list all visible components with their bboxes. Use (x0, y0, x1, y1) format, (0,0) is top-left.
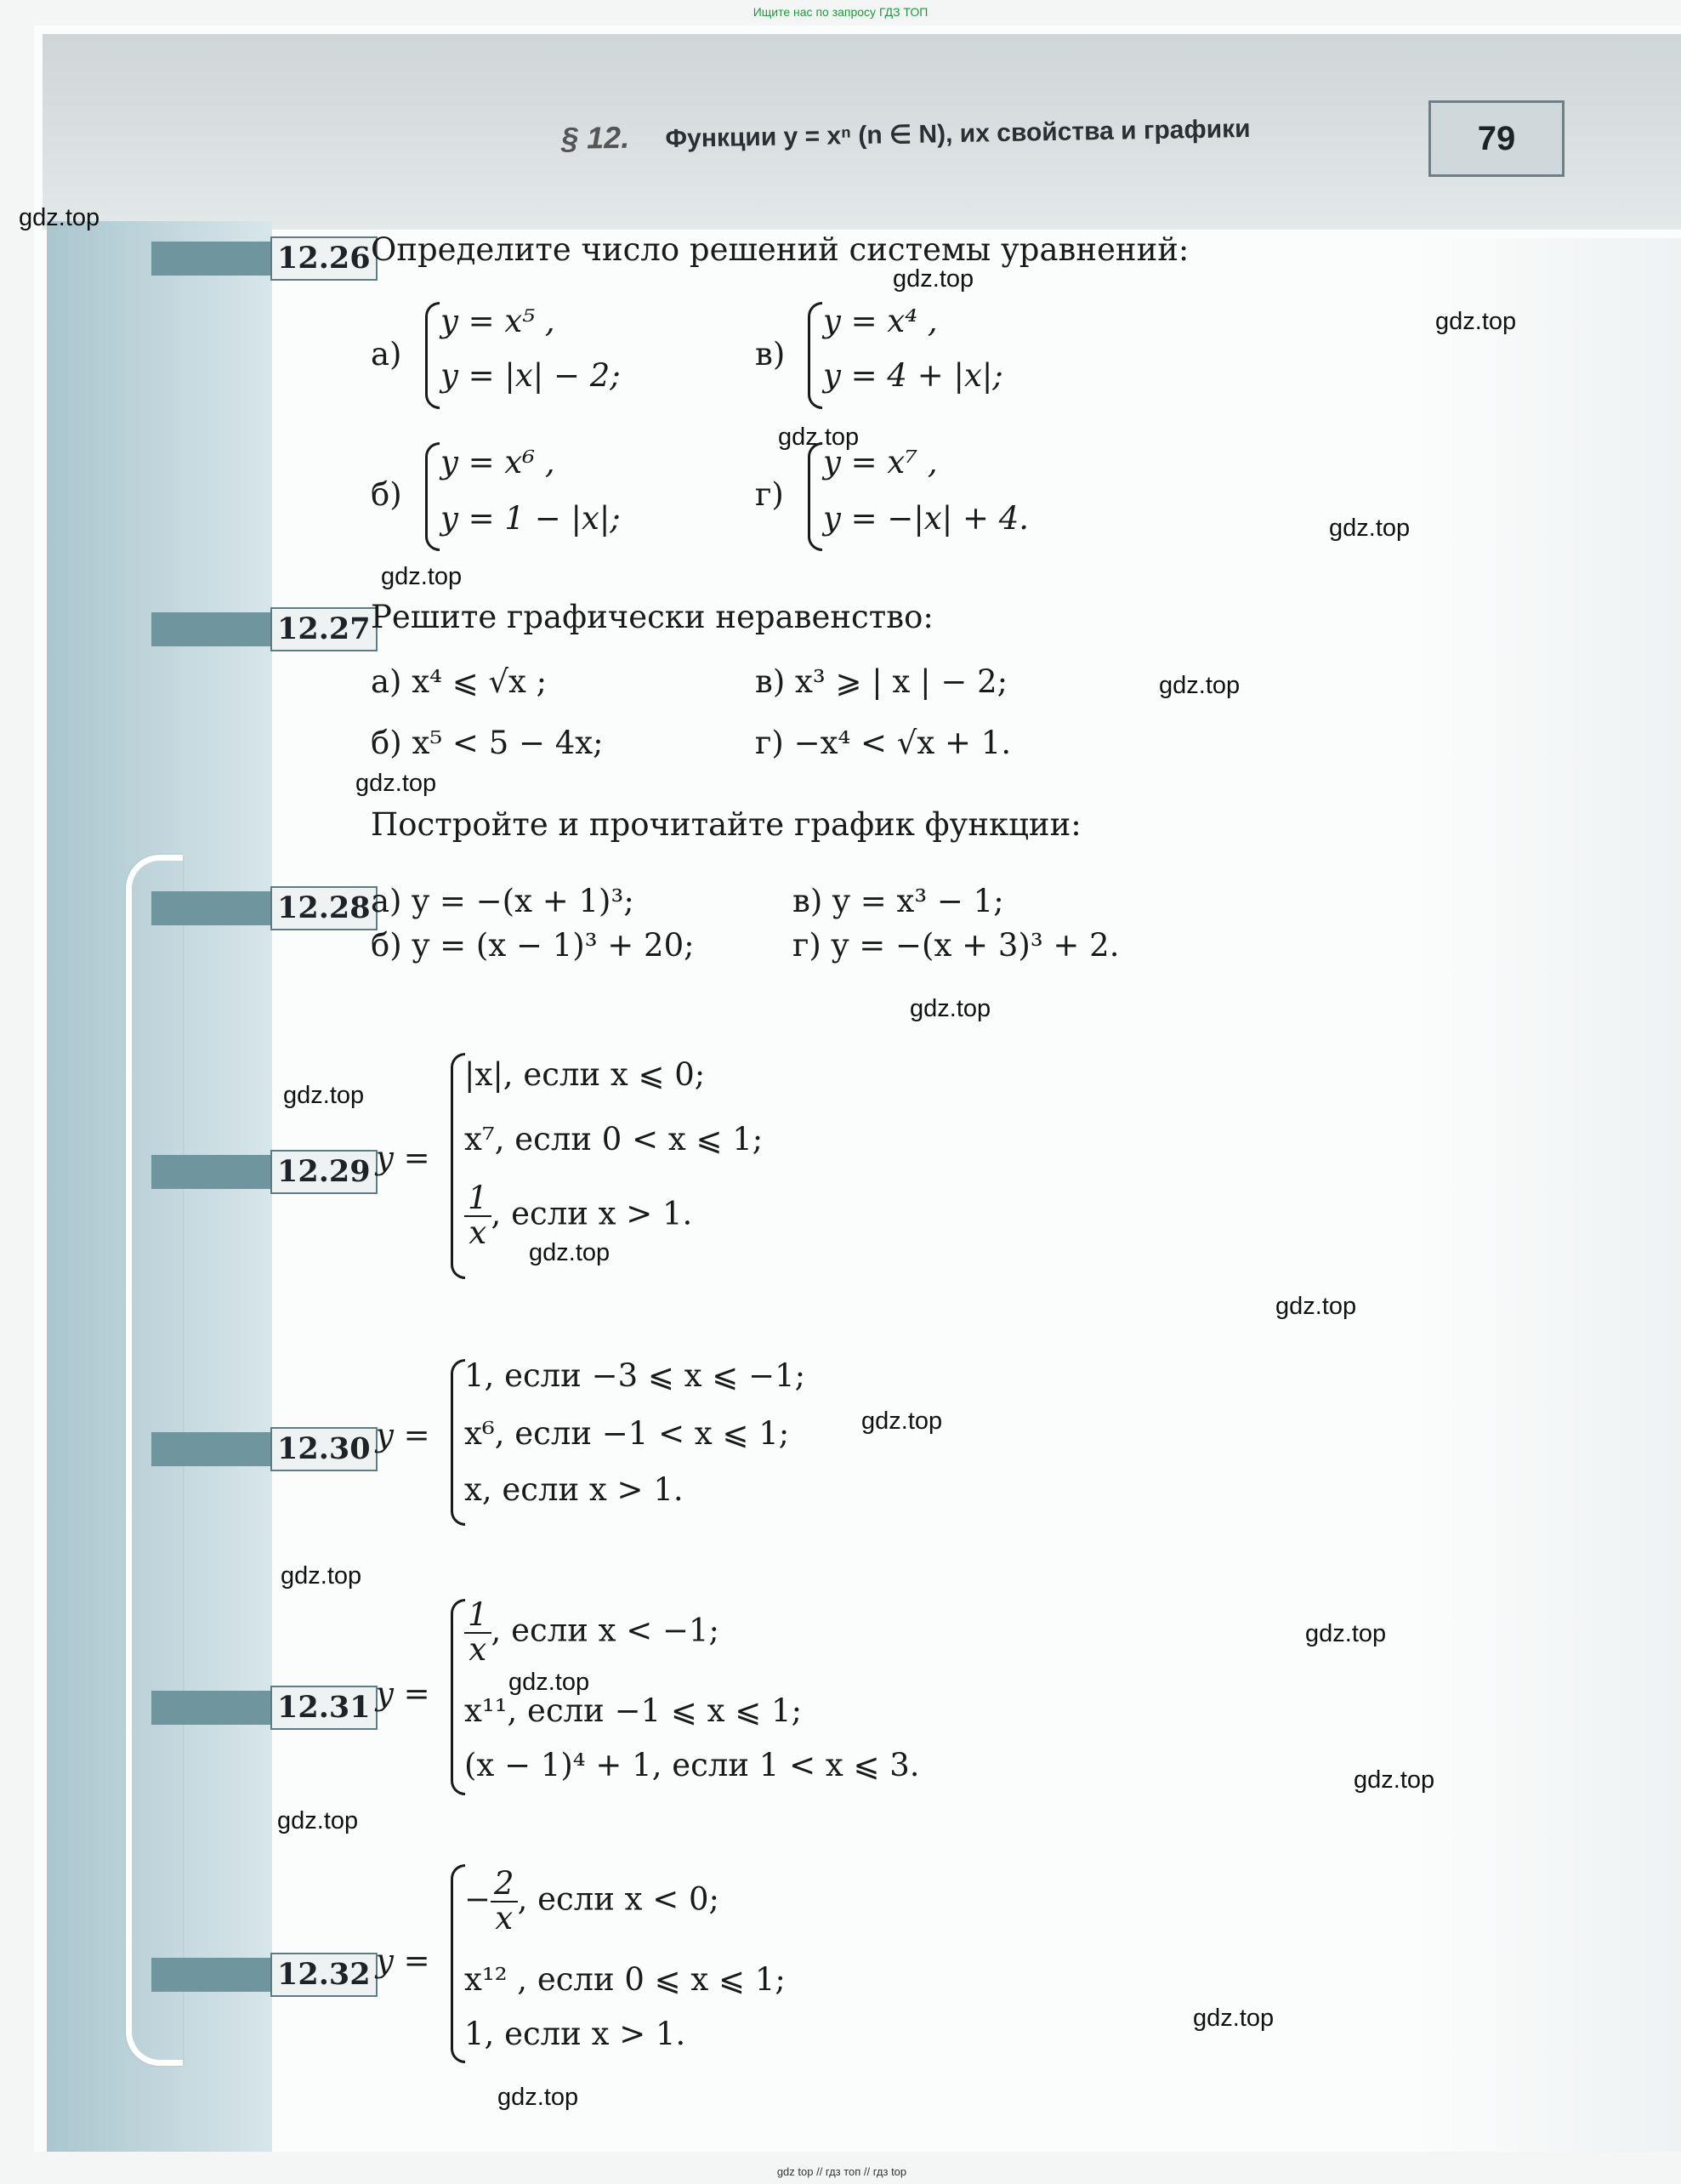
fraction: $\frac{1}{x}$ (464, 1599, 491, 1667)
inequality: г) −x⁴ < √x + 1. (755, 725, 1012, 761)
task-bar (151, 612, 279, 646)
piece-case: x⁶, если −1 < x ⩽ 1; (464, 1415, 790, 1452)
function-y: y = (376, 1140, 430, 1176)
piece-case: x¹² , если 0 ⩽ x ⩽ 1; (464, 1961, 786, 1998)
piece-case: x¹¹, если −1 ⩽ x ⩽ 1; (464, 1692, 803, 1729)
watermark: gdz.top (1275, 1293, 1357, 1320)
part-label: в) (755, 336, 786, 373)
piecewise-brace (451, 1359, 465, 1526)
task-number-12-30: 12.30 (270, 1427, 378, 1471)
task-prompt: Решите графически неравенство: (371, 599, 934, 635)
piece-case: 1, если x > 1. (464, 2016, 686, 2052)
system-brace (425, 302, 440, 409)
function-formula: а) y = −(x + 1)³; (371, 883, 634, 919)
piece-case: x⁷, если 0 < x ⩽ 1; (464, 1121, 764, 1157)
equation: y = 4 + |x|; (823, 357, 1003, 394)
watermark: gdz.top (19, 204, 100, 231)
equation: y = |x| − 2; (440, 357, 621, 394)
inequality: а) x⁴ ⩽ √x ; (371, 663, 548, 700)
part-label: а) (371, 336, 402, 373)
piecewise-brace (451, 1599, 465, 1795)
watermark: gdz.top (1193, 2005, 1275, 2032)
piece-case: $\frac{1}{x}$ , если x < −1; (464, 1599, 719, 1667)
function-y: y = (376, 1942, 430, 1979)
task-bar (151, 1958, 279, 1992)
watermark: gdz.top (277, 1807, 359, 1834)
bottom-link[interactable]: gdz top // гдз топ // гдз top (776, 2165, 907, 2178)
function-formula: в) y = x³ − 1; (792, 883, 1004, 919)
watermark: gdz.top (1435, 308, 1517, 335)
task-bar (151, 1155, 279, 1189)
watermark: gdz.top (1354, 1766, 1435, 1794)
watermark: gdz.top (910, 995, 991, 1022)
equation: y = 1 − |x|; (440, 500, 621, 537)
task-number-12-29: 12.29 (270, 1150, 378, 1194)
inequality: б) x⁵ < 5 − 4x; (371, 725, 604, 761)
piece-case: 1, если −3 ⩽ x ⩽ −1; (464, 1357, 806, 1394)
inequality: в) x³ ⩾ | x | − 2; (755, 663, 1008, 700)
watermark: gdz.top (283, 1082, 365, 1109)
piece-case: |x|, если x ⩽ 0; (464, 1056, 706, 1093)
top-search-link[interactable]: Ищите нас по запросу ГДЗ ТОП (752, 5, 929, 19)
equation: y = x⁴ , (823, 303, 938, 339)
piecewise-brace (451, 1864, 465, 2063)
watermark: gdz.top (778, 424, 860, 451)
function-y: y = (376, 1675, 430, 1712)
watermark: gdz.top (529, 1239, 610, 1266)
task-number-12-26: 12.26 (270, 236, 378, 281)
watermark: gdz.top (1305, 1620, 1387, 1647)
piecewise-brace (451, 1053, 465, 1279)
watermark: gdz.top (381, 563, 463, 590)
equation: y = −|x| + 4. (823, 500, 1030, 537)
watermark: gdz.top (1159, 672, 1241, 699)
section-prompt: Постройте и прочитайте график функции: (371, 806, 1082, 843)
right-margin-fade (1420, 238, 1681, 2152)
system-brace (808, 442, 822, 551)
part-label: г) (755, 476, 784, 513)
fraction: $\frac{1}{x}$ (464, 1182, 491, 1250)
piece-case: $\frac{1}{x}$ , если x > 1. (464, 1182, 692, 1250)
function-formula: б) y = (x − 1)³ + 20; (371, 927, 695, 964)
section-number: § 12. (560, 119, 630, 156)
section-title: Функции y = xⁿ (n ∈ N), их свойства и графики (665, 114, 1251, 153)
task-prompt: Определите число решений системы уравнений: (371, 231, 1190, 268)
task-number-12-27: 12.27 (270, 607, 378, 651)
task-bar (151, 891, 279, 925)
equation: y = x⁷ , (823, 444, 938, 481)
task-number-12-28: 12.28 (270, 886, 378, 930)
watermark: gdz.top (355, 770, 437, 797)
page-number: 79 (1428, 100, 1565, 177)
task-bar (151, 242, 279, 276)
equation: y = x⁵ , (440, 303, 555, 339)
function-formula: г) y = −(x + 3)³ + 2. (792, 927, 1120, 964)
system-brace (425, 442, 440, 551)
watermark: gdz.top (281, 1562, 362, 1590)
watermark: gdz.top (508, 1669, 590, 1696)
task-bar (151, 1432, 279, 1466)
part-label: б) (371, 476, 402, 513)
task-number-12-31: 12.31 (270, 1686, 378, 1730)
task-number-12-32: 12.32 (270, 1953, 378, 1997)
equation: y = x⁶ , (440, 444, 555, 481)
piece-case: x, если x > 1. (464, 1471, 684, 1508)
watermark: gdz.top (497, 2084, 579, 2111)
watermark: gdz.top (861, 1408, 943, 1435)
watermark: gdz.top (893, 265, 974, 293)
watermark: gdz.top (1329, 515, 1411, 542)
piece-case: − $\frac{2}{x}$ , если x < 0; (464, 1865, 720, 1937)
system-brace (808, 302, 822, 409)
function-y: y = (376, 1417, 430, 1453)
task-bar (151, 1691, 279, 1725)
piece-case: (x − 1)⁴ + 1, если 1 < x ⩽ 3. (464, 1747, 920, 1783)
fraction: $\frac{2}{x}$ (491, 1868, 518, 1936)
